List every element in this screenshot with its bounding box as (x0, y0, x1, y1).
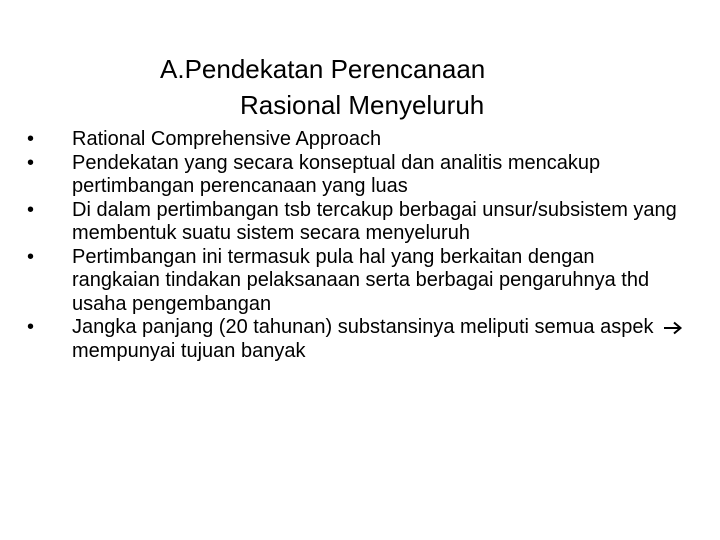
slide-title (0, 51, 720, 123)
bullet-item-1 (27, 128, 687, 152)
bullet-text: Di dalam pertimbangan tsb tercakup berbagai unsur/subsistem yang membentuk suatu sistem secara menyeluruh (72, 198, 677, 244)
bullet-text: Rational Comprehensive Approach (72, 128, 382, 150)
bullet-list (27, 128, 687, 363)
bullet-item-2 (27, 152, 687, 199)
right-arrow-icon (663, 321, 683, 335)
bullet-item-3 (27, 199, 687, 246)
bullet-icon: • (27, 198, 35, 221)
bullet-text: Pendekatan yang secara konseptual dan analitis mencakup pertimbangan perencanaan yang luas (72, 151, 601, 197)
title-line-2: Rasional Menyeluruh (240, 90, 485, 121)
title-line-1: A.Pendekatan Perencanaan (160, 54, 486, 85)
bullet-text-after-arrow: mempunyai tujuan banyak (72, 339, 306, 362)
bullet-icon: • (27, 245, 35, 268)
bullet-text-before-arrow: Jangka panjang (20 tahunan) substansinya meliputi semua aspek (72, 316, 654, 338)
bullet-icon: • (27, 128, 35, 150)
bullet-item-5 (27, 316, 687, 363)
bullet-item-4 (27, 246, 687, 317)
bullet-icon: • (27, 316, 35, 338)
bullet-icon: • (27, 151, 35, 174)
bullet-text: Pertimbangan ini termasuk pula hal yang berkaitan dengan rangkaian tindakan pelaksanaan serta berbagai pengaruhnya thd usaha pengembangan (72, 245, 650, 315)
